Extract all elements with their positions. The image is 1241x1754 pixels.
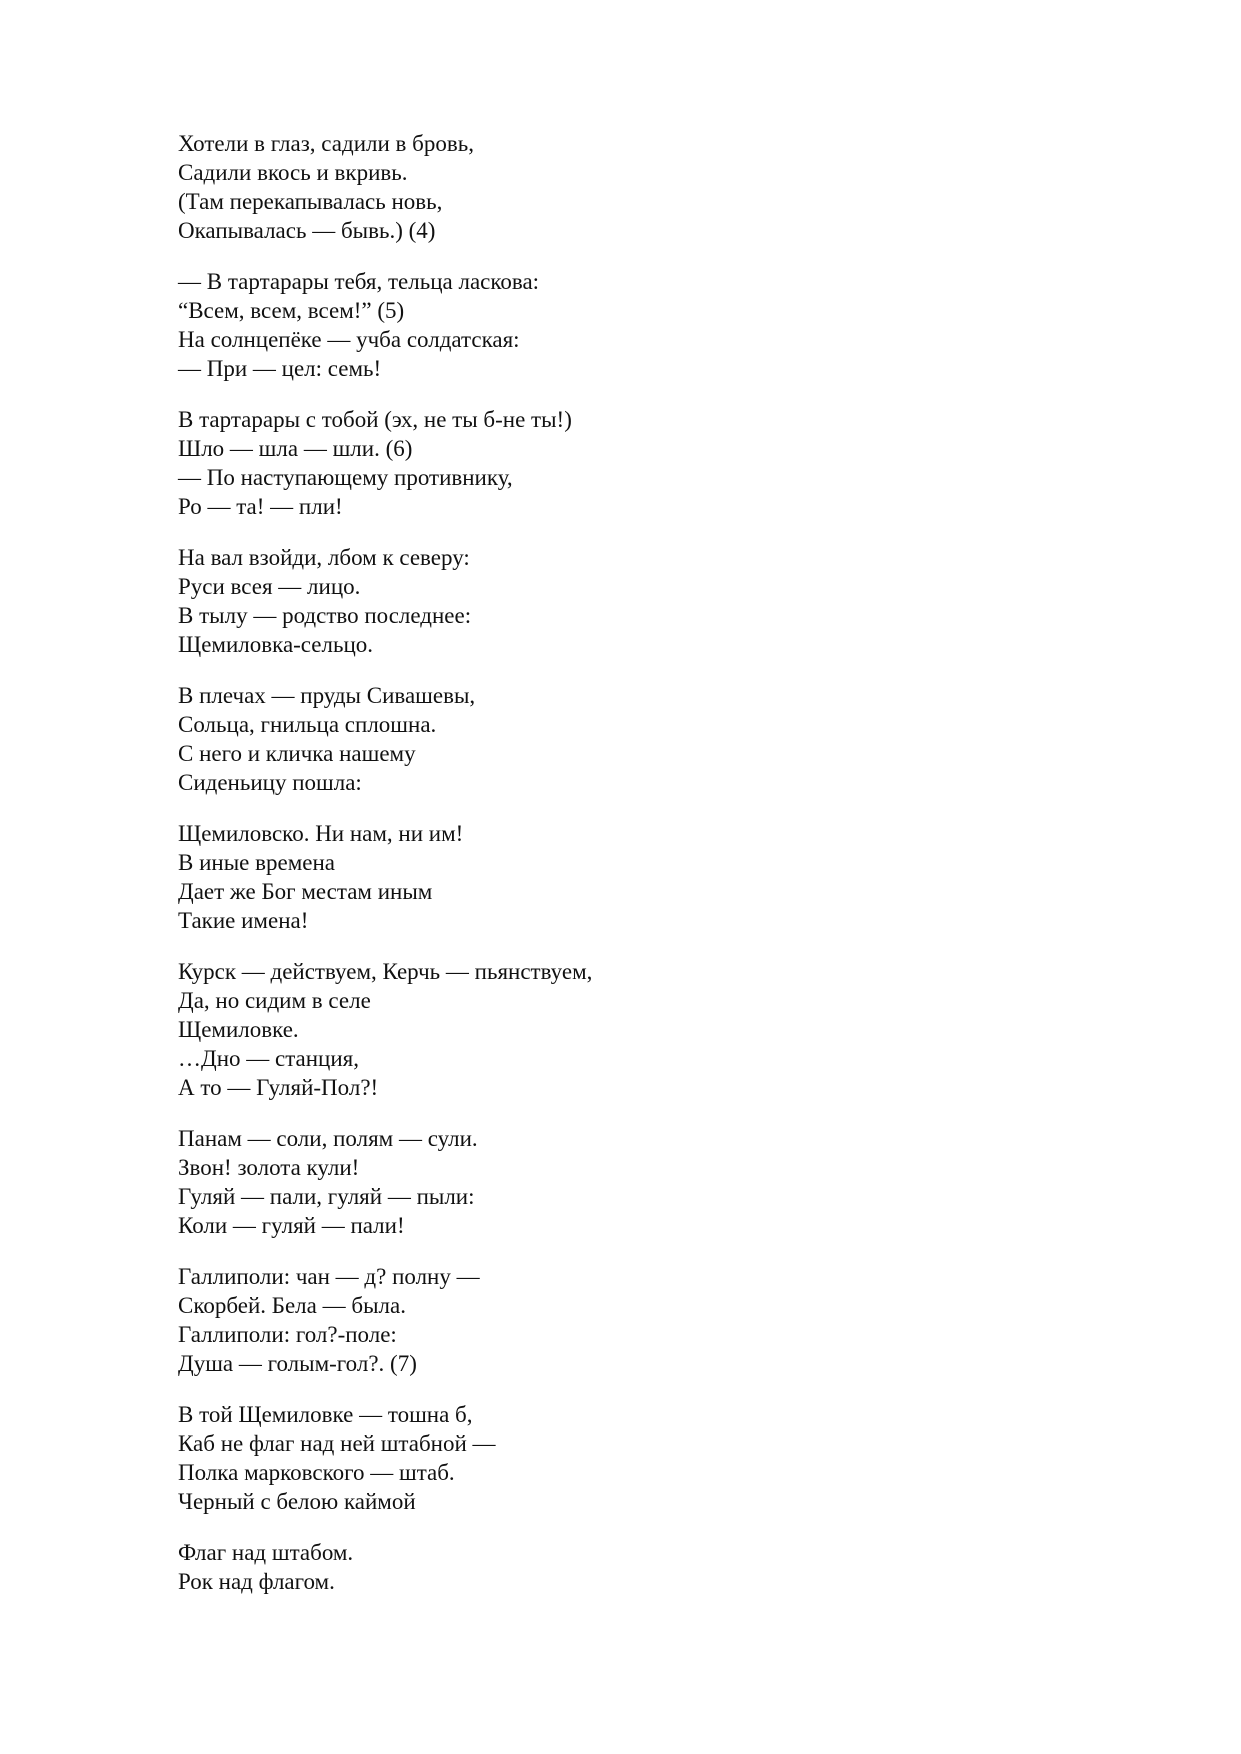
poem-line: Сольца, гнильца сплошна. — [178, 712, 437, 737]
poem-line: — При — цел: семь! — [178, 356, 382, 381]
poem-line: (Там перекапывалась новь, — [178, 189, 443, 214]
poem-line: Гуляй — пали, гуляй — пыли: — [178, 1184, 475, 1209]
poem-line: На солнцепёке — учба солдатская: — [178, 327, 520, 352]
stanza — [178, 267, 1078, 383]
poem-line: Щемиловско. Ни нам, ни им! — [178, 821, 464, 846]
poem-line: Скорбей. Бела — была. — [178, 1293, 406, 1318]
poem-line: Коли — гуляй — пали! — [178, 1213, 405, 1238]
poem-line: Ро — та! — пли! — [178, 494, 343, 519]
poem-line: Да, но сидим в селе — [178, 988, 371, 1013]
stanza — [178, 129, 1078, 245]
poem-line: Окапывалась — бывь.) (4) — [178, 218, 436, 243]
stanza — [178, 1538, 1078, 1596]
poem-line: Звон! золота кули! — [178, 1155, 360, 1180]
poem-body — [178, 129, 1078, 1618]
poem-line: Рок над флагом. — [178, 1569, 335, 1594]
stanza — [178, 1262, 1078, 1378]
poem-line: — По наступающему противнику, — [178, 465, 513, 490]
poem-line: Галлиполи: гол?-поле: — [178, 1322, 397, 1347]
poem-line: Такие имена! — [178, 908, 309, 933]
poem-line: Садили вкось и вкривь. — [178, 160, 408, 185]
poem-line: Шло — шла — шли. (6) — [178, 436, 413, 461]
poem-line: Курск — действуем, Керчь — пьянствуем, — [178, 959, 593, 984]
poem-line: В той Щемиловке — тошна б, — [178, 1402, 473, 1427]
poem-line: В плечах — пруды Сивашевы, — [178, 683, 476, 708]
poem-line: Каб не флаг над ней штабной — — [178, 1431, 496, 1456]
stanza — [178, 543, 1078, 659]
poem-line: Руси всея — лицо. — [178, 574, 361, 599]
poem-line: “Всем, всем, всем!” (5) — [178, 298, 405, 323]
poem-line: В тылу — родство последнее: — [178, 603, 472, 628]
poem-line: Черный с белою каймой — [178, 1489, 416, 1514]
poem-line: Панам — соли, полям — сули. — [178, 1126, 478, 1151]
poem-line: Хотели в глаз, садили в бровь, — [178, 131, 474, 156]
stanza — [178, 957, 1078, 1102]
stanza — [178, 681, 1078, 797]
poem-line: А то — Гуляй-Пол?! — [178, 1075, 379, 1100]
poem-line: Сиденьицу пошла: — [178, 770, 362, 795]
poem-line: Галлиполи: чан — д? полну — — [178, 1264, 480, 1289]
poem-line: В иные времена — [178, 850, 335, 875]
poem-line: Полка марковского — штаб. — [178, 1460, 455, 1485]
poem-line: Флаг над штабом. — [178, 1540, 354, 1565]
poem-line: — В тартарары тебя, тельца ласкова: — [178, 269, 540, 294]
poem-line: В тартарары с тобой (эх, не ты б-не ты!) — [178, 407, 572, 432]
stanza — [178, 819, 1078, 935]
stanza — [178, 1124, 1078, 1240]
poem-line: На вал взойди, лбом к северу: — [178, 545, 470, 570]
poem-line: Дает же Бог местам иным — [178, 879, 433, 904]
poem-line: Щемиловка-сельцо. — [178, 632, 374, 657]
poem-line: …Дно — станция, — [178, 1046, 360, 1071]
poem-line: Щемиловке. — [178, 1017, 299, 1042]
poem-line: Душа — голым-гол?. (7) — [178, 1351, 417, 1376]
stanza — [178, 1400, 1078, 1516]
poem-line: С него и кличка нашему — [178, 741, 416, 766]
stanza — [178, 405, 1078, 521]
